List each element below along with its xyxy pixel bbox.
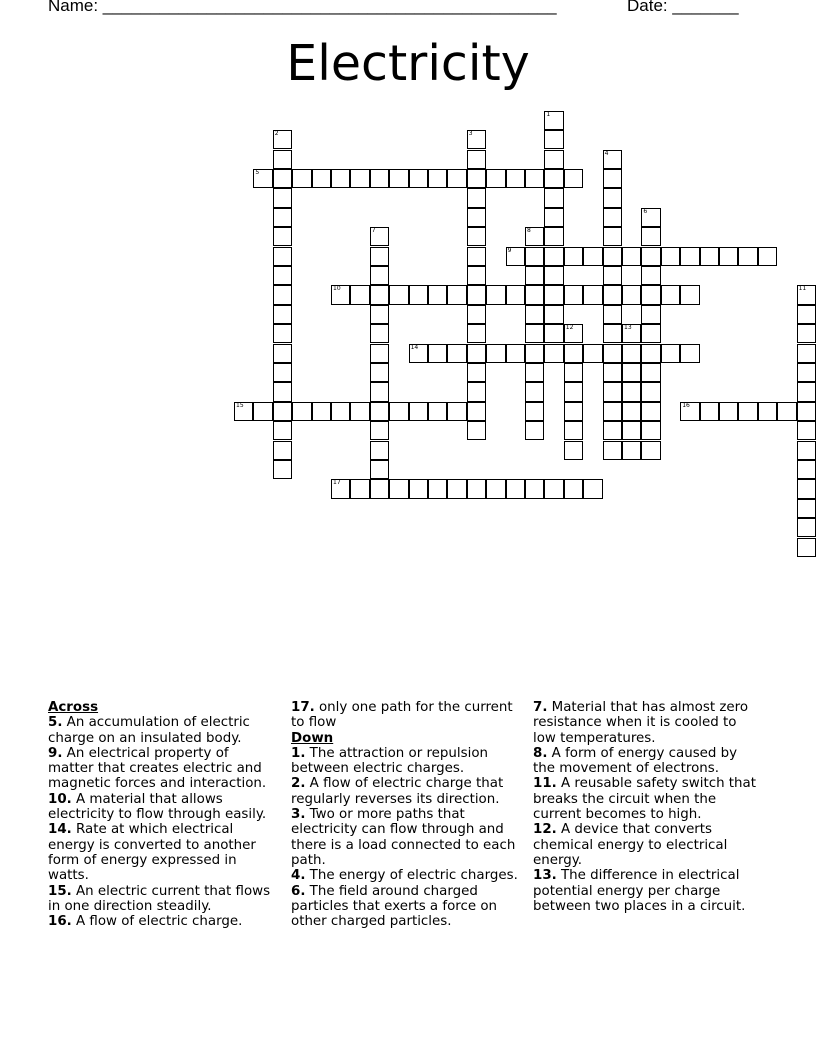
grid-cell[interactable] (467, 344, 486, 363)
grid-cell[interactable] (603, 208, 622, 227)
grid-cell[interactable] (428, 344, 447, 363)
clue-number: 13 (624, 324, 632, 332)
grid-cell[interactable] (622, 247, 641, 266)
clue-item-text: The difference in electrical potential energy per charge between two places in a circuit. (533, 868, 746, 914)
clue-item-number: 3. (291, 807, 306, 823)
clue-item-text: Material that has almost zero resistance when it is cooled to low temperatures. (533, 700, 749, 746)
clue-list (48, 700, 768, 1000)
grid-cell[interactable] (797, 460, 816, 479)
grid-cell[interactable] (428, 169, 447, 188)
clue-number: 4 (604, 149, 609, 157)
grid-cell[interactable] (797, 285, 816, 304)
grid-cell[interactable] (797, 479, 816, 498)
grid-cell[interactable] (641, 402, 660, 421)
grid-cell[interactable] (467, 208, 486, 227)
grid-cell[interactable] (641, 382, 660, 401)
clue-item (48, 884, 278, 915)
grid-cell[interactable] (758, 402, 777, 421)
grid-cell[interactable] (680, 247, 699, 266)
grid-cell[interactable] (273, 227, 292, 246)
grid-cell[interactable] (641, 324, 660, 343)
grid-cell[interactable] (350, 169, 369, 188)
grid-cell[interactable] (622, 441, 641, 460)
grid-cell[interactable] (622, 344, 641, 363)
clue-item-number: 14. (48, 822, 72, 838)
grid-cell[interactable] (564, 285, 583, 304)
grid-cell[interactable] (758, 247, 777, 266)
grid-cell[interactable] (486, 344, 505, 363)
grid-cell[interactable] (331, 285, 350, 304)
grid-cell[interactable] (467, 188, 486, 207)
grid-cell[interactable] (641, 208, 660, 227)
clue-item (291, 700, 521, 731)
grid-cell[interactable] (486, 285, 505, 304)
grid-cell[interactable] (738, 402, 757, 421)
down-heading: Down (291, 730, 334, 746)
clue-item-number: 4. (291, 868, 306, 884)
grid-cell[interactable] (273, 208, 292, 227)
grid-cell[interactable] (564, 479, 583, 498)
clue-item-text: The field around charged particles that exerts a force on other charged particles. (291, 883, 498, 930)
grid-cell[interactable] (622, 285, 641, 304)
grid-cell[interactable] (273, 344, 292, 363)
clue-item (533, 776, 763, 822)
grid-cell[interactable] (467, 421, 486, 440)
clue-item (48, 746, 278, 792)
clue-item (48, 792, 278, 823)
clue-item (291, 868, 521, 883)
grid-cell[interactable] (506, 169, 525, 188)
grid-cell[interactable] (467, 324, 486, 343)
grid-cell[interactable] (797, 518, 816, 537)
grid-cell[interactable] (467, 266, 486, 285)
grid-cell[interactable] (797, 441, 816, 460)
grid-cell[interactable] (583, 247, 602, 266)
clue-item-text: The attraction or repulsion between electric charges. (291, 745, 488, 777)
clue-item (291, 776, 521, 807)
clue-column-1 (48, 700, 278, 929)
grid-cell[interactable] (603, 266, 622, 285)
clue-item-number: 9. (48, 745, 63, 761)
grid-cell[interactable] (292, 402, 311, 421)
clue-item-text: A reusable safety switch that breaks the circuit when the current becomes to high. (533, 776, 757, 823)
grid-cell[interactable] (544, 479, 563, 498)
clue-number: 9 (507, 246, 512, 254)
grid-cell[interactable] (797, 538, 816, 557)
clue-item-text: A material that allows electricity to flow through easily. (48, 791, 267, 823)
grid-cell[interactable] (428, 285, 447, 304)
grid-cell[interactable] (603, 285, 622, 304)
grid-cell[interactable] (370, 479, 389, 498)
grid-cell[interactable] (525, 285, 544, 304)
clue-item-number: 1. (291, 745, 306, 761)
grid-cell[interactable] (797, 382, 816, 401)
grid-cell[interactable] (370, 227, 389, 246)
grid-cell[interactable] (273, 285, 292, 304)
grid-cell[interactable] (273, 130, 292, 149)
grid-cell[interactable] (797, 344, 816, 363)
grid-cell[interactable] (292, 169, 311, 188)
clue-number: 6 (643, 207, 648, 215)
clue-item-text: An electrical property of matter that creates electric and magnetic forces and interaction. (48, 745, 267, 792)
clue-item (533, 822, 763, 868)
grid-cell[interactable] (603, 169, 622, 188)
puzzle-title: Electricity (286, 35, 530, 92)
clue-item (533, 700, 763, 746)
grid-cell[interactable] (700, 247, 719, 266)
grid-cell[interactable] (603, 150, 622, 169)
clue-number: 14 (410, 343, 419, 351)
grid-cell[interactable] (506, 479, 525, 498)
grid-cell[interactable] (312, 169, 331, 188)
grid-cell[interactable] (273, 188, 292, 207)
grid-cell[interactable] (525, 169, 544, 188)
grid-cell[interactable] (603, 247, 622, 266)
clue-item-number: 10. (48, 791, 72, 807)
grid-cell[interactable] (467, 247, 486, 266)
grid-cell[interactable] (544, 150, 563, 169)
grid-cell[interactable] (641, 247, 660, 266)
grid-cell[interactable] (622, 421, 641, 440)
grid-cell[interactable] (467, 150, 486, 169)
clue-item-number: 16. (48, 914, 72, 930)
clue-item-text: A flow of electric charge that regularly reverses its direction. (291, 776, 504, 807)
grid-cell[interactable] (447, 169, 466, 188)
grid-cell[interactable] (544, 324, 563, 343)
clue-item-text: A flow of electric charge. (71, 914, 243, 930)
grid-cell[interactable] (447, 285, 466, 304)
grid-cell[interactable] (467, 227, 486, 246)
grid-cell[interactable] (447, 479, 466, 498)
grid-cell[interactable] (525, 479, 544, 498)
grid-cell[interactable] (467, 169, 486, 188)
grid-cell[interactable] (350, 402, 369, 421)
grid-cell[interactable] (564, 382, 583, 401)
clue-item (533, 868, 763, 914)
clue-number: 11 (798, 285, 807, 293)
grid-cell[interactable] (564, 169, 583, 188)
grid-cell[interactable] (797, 499, 816, 518)
grid-cell[interactable] (738, 247, 757, 266)
grid-cell[interactable] (350, 479, 369, 498)
clue-item-number: 8. (533, 745, 548, 761)
grid-cell[interactable] (506, 247, 525, 266)
grid-cell[interactable] (331, 169, 350, 188)
grid-cell[interactable] (641, 305, 660, 324)
grid-cell[interactable] (370, 344, 389, 363)
grid-cell[interactable] (253, 402, 272, 421)
grid-cell[interactable] (370, 247, 389, 266)
grid-cell[interactable] (583, 344, 602, 363)
grid-cell[interactable] (661, 247, 680, 266)
grid-cell[interactable] (797, 305, 816, 324)
clue-number: 8 (527, 227, 531, 235)
clue-number: 15 (236, 401, 244, 409)
grid-cell[interactable] (641, 285, 660, 304)
grid-cell[interactable] (680, 402, 699, 421)
grid-cell[interactable] (273, 421, 292, 440)
grid-cell[interactable] (603, 382, 622, 401)
grid-cell[interactable] (273, 324, 292, 343)
grid-cell[interactable] (544, 111, 563, 130)
clue-item (291, 807, 521, 868)
clue-number: 10 (333, 285, 341, 293)
grid-cell[interactable] (525, 305, 544, 324)
clue-number: 5 (255, 168, 260, 176)
clue-item-text: The energy of electric charges. (305, 868, 518, 884)
grid-cell[interactable] (622, 363, 641, 382)
grid-cell[interactable] (661, 285, 680, 304)
grid-cell[interactable] (777, 402, 796, 421)
grid-cell[interactable] (603, 188, 622, 207)
grid-cell[interactable] (680, 344, 699, 363)
name-field[interactable]: Name: ________________________________________________ (48, 0, 557, 15)
grid-cell[interactable] (370, 305, 389, 324)
grid-cell[interactable] (603, 227, 622, 246)
grid-cell[interactable] (603, 421, 622, 440)
grid-cell[interactable] (544, 227, 563, 246)
grid-cell[interactable] (525, 344, 544, 363)
grid-cell[interactable] (641, 266, 660, 285)
clue-item-number: 11. (533, 776, 557, 792)
grid-cell[interactable] (544, 169, 563, 188)
grid-cell[interactable] (447, 344, 466, 363)
grid-cell[interactable] (641, 363, 660, 382)
clue-item-text: A device that converts chemical energy to electrical energy. (533, 822, 728, 868)
grid-cell[interactable] (312, 402, 331, 421)
grid-cell[interactable] (428, 402, 447, 421)
grid-cell[interactable] (273, 441, 292, 460)
grid-cell[interactable] (564, 344, 583, 363)
grid-cell[interactable] (797, 324, 816, 343)
grid-cell[interactable] (409, 479, 428, 498)
grid-cell[interactable] (389, 479, 408, 498)
grid-cell[interactable] (641, 441, 660, 460)
grid-cell[interactable] (370, 421, 389, 440)
clue-column-2 (291, 700, 521, 929)
grid-cell[interactable] (544, 247, 563, 266)
clue-item-number: 7. (533, 700, 548, 715)
grid-cell[interactable] (544, 344, 563, 363)
grid-cell[interactable] (273, 402, 292, 421)
grid-cell[interactable] (603, 305, 622, 324)
grid-cell[interactable] (273, 266, 292, 285)
grid-cell[interactable] (467, 382, 486, 401)
grid-cell[interactable] (603, 324, 622, 343)
grid-cell[interactable] (234, 402, 253, 421)
grid-cell[interactable] (350, 285, 369, 304)
clue-number: 16 (682, 401, 690, 409)
clue-item-number: 2. (291, 776, 306, 792)
grid-cell[interactable] (564, 324, 583, 343)
grid-cell[interactable] (370, 285, 389, 304)
clue-item (48, 914, 278, 929)
grid-cell[interactable] (525, 382, 544, 401)
grid-cell[interactable] (641, 421, 660, 440)
grid-cell[interactable] (719, 247, 738, 266)
grid-cell[interactable] (525, 421, 544, 440)
clue-item (291, 884, 521, 930)
grid-cell[interactable] (622, 382, 641, 401)
clue-item (291, 746, 521, 777)
grid-cell[interactable] (641, 227, 660, 246)
grid-cell[interactable] (467, 305, 486, 324)
clue-number: 17 (333, 479, 341, 487)
grid-cell[interactable] (564, 402, 583, 421)
grid-cell[interactable] (525, 247, 544, 266)
clue-item-number: 13. (533, 868, 557, 884)
grid-cell[interactable] (370, 441, 389, 460)
clue-item-text: Two or more paths that electricity can flow through and there is a load connected to each path. (291, 807, 516, 868)
grid-cell[interactable] (467, 285, 486, 304)
grid-cell[interactable] (719, 402, 738, 421)
clue-item-text: An accumulation of electric charge on an insulated body. (48, 715, 250, 746)
grid-cell[interactable] (273, 247, 292, 266)
grid-cell[interactable] (525, 266, 544, 285)
grid-cell[interactable] (273, 460, 292, 479)
grid-cell[interactable] (467, 130, 486, 149)
grid-cell[interactable] (797, 402, 816, 421)
grid-cell[interactable] (525, 363, 544, 382)
grid-cell[interactable] (428, 479, 447, 498)
grid-cell[interactable] (370, 324, 389, 343)
grid-cell[interactable] (680, 285, 699, 304)
grid-cell[interactable] (370, 363, 389, 382)
grid-cell[interactable] (370, 266, 389, 285)
clue-number: 12 (565, 324, 574, 332)
grid-cell[interactable] (370, 169, 389, 188)
grid-cell[interactable] (331, 479, 350, 498)
grid-cell[interactable] (603, 344, 622, 363)
grid-cell[interactable] (544, 305, 563, 324)
grid-cell[interactable] (389, 169, 408, 188)
grid-cell[interactable] (622, 324, 641, 343)
grid-cell[interactable] (370, 402, 389, 421)
grid-cell[interactable] (273, 169, 292, 188)
clue-item-number: 15. (48, 883, 72, 899)
grid-cell[interactable] (583, 479, 602, 498)
grid-cell[interactable] (467, 402, 486, 421)
grid-cell[interactable] (700, 402, 719, 421)
grid-cell[interactable] (467, 479, 486, 498)
grid-cell[interactable] (661, 344, 680, 363)
grid-cell[interactable] (409, 169, 428, 188)
grid-cell[interactable] (622, 402, 641, 421)
grid-cell[interactable] (486, 169, 505, 188)
clue-item-number: 5. (48, 715, 63, 731)
grid-cell[interactable] (583, 285, 602, 304)
grid-cell[interactable] (603, 441, 622, 460)
grid-cell[interactable] (331, 402, 350, 421)
grid-cell[interactable] (389, 285, 408, 304)
clue-item-text: only one path for the current to flow (291, 700, 513, 731)
grid-cell[interactable] (467, 363, 486, 382)
grid-cell[interactable] (506, 344, 525, 363)
grid-cell[interactable] (409, 402, 428, 421)
clue-item-number: 17. (291, 700, 315, 715)
clue-number: 3 (468, 130, 473, 138)
clue-number: 1 (546, 110, 551, 118)
clue-item-number: 12. (533, 822, 557, 838)
grid-cell[interactable] (525, 227, 544, 246)
grid-cell[interactable] (564, 363, 583, 382)
grid-cell[interactable] (486, 479, 505, 498)
clue-item (48, 822, 278, 883)
grid-cell[interactable] (544, 208, 563, 227)
grid-cell[interactable] (506, 285, 525, 304)
grid-cell[interactable] (641, 344, 660, 363)
clue-number: 7 (371, 227, 376, 235)
clue-item-number: 6. (291, 883, 306, 899)
clue-item (533, 746, 763, 777)
grid-cell[interactable] (370, 460, 389, 479)
grid-cell[interactable] (273, 382, 292, 401)
clue-column-3 (533, 700, 763, 914)
grid-cell[interactable] (544, 188, 563, 207)
grid-cell[interactable] (603, 402, 622, 421)
grid-cell[interactable] (544, 285, 563, 304)
grid-cell[interactable] (525, 324, 544, 343)
grid-cell[interactable] (544, 266, 563, 285)
clue-item-text: A form of energy caused by the movement of electrons. (533, 745, 738, 777)
grid-cell[interactable] (273, 150, 292, 169)
grid-cell[interactable] (564, 421, 583, 440)
grid-cell[interactable] (253, 169, 272, 188)
clue-item-text: Rate at which electrical energy is converted to another form of energy expressed in watts. (48, 822, 256, 884)
grid-cell[interactable] (525, 402, 544, 421)
grid-cell[interactable] (564, 247, 583, 266)
clue-number: 2 (274, 130, 279, 138)
grid-cell[interactable] (544, 130, 563, 149)
grid-cell[interactable] (447, 402, 466, 421)
grid-cell[interactable] (409, 344, 428, 363)
grid-cell[interactable] (273, 305, 292, 324)
clue-item (48, 715, 278, 746)
date-field[interactable]: Date: _______ (627, 0, 739, 15)
grid-cell[interactable] (564, 441, 583, 460)
grid-cell[interactable] (797, 363, 816, 382)
grid-cell[interactable] (603, 363, 622, 382)
clue-item-text: An electric current that flows in one direction steadily. (48, 883, 271, 914)
across-heading: Across (48, 700, 99, 715)
grid-cell[interactable] (370, 382, 389, 401)
grid-cell[interactable] (273, 363, 292, 382)
grid-cell[interactable] (797, 421, 816, 440)
grid-cell[interactable] (409, 285, 428, 304)
grid-cell[interactable] (389, 402, 408, 421)
